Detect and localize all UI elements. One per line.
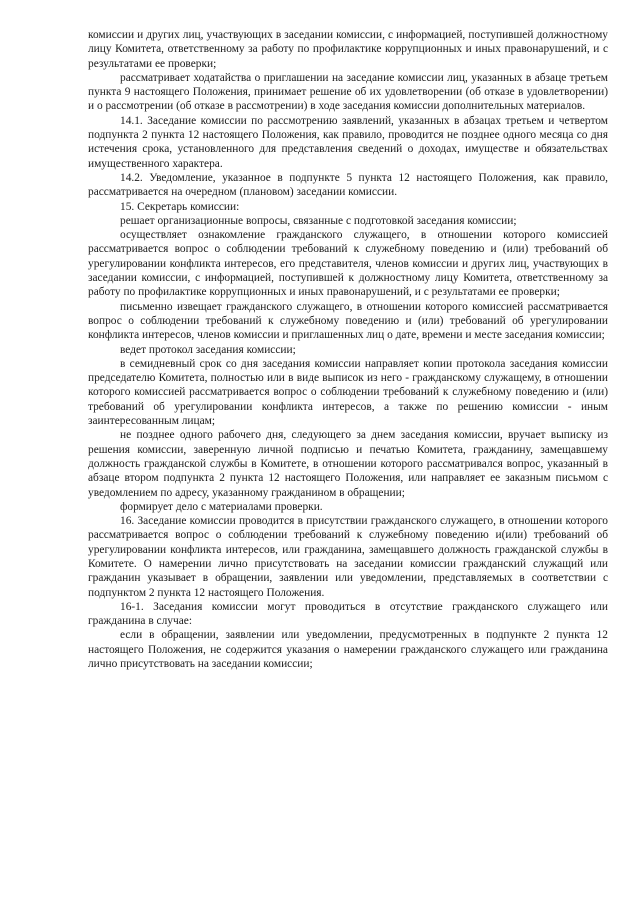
paragraph-14-1: 14.1. Заседание комиссии по рассмотрению заявлений, указанных в абзацах третьем и четвертом подпункта 2 пункта 12 настоящего Положения, как правило, проводится не позднее одного месяца со дня истечения срока, установленного для представления сведений о доходах, имуществе и обязательствах имущественного характера. [88,114,608,170]
paragraph-written-notice: письменно извещает гражданского служащего, в отношении которого комиссией рассматривается вопрос о соблюдении требований к служебному поведению и (или) требований об урегулировании конфликта интересов, членов комиссии и приглашенных лиц о дате, времени и месте заседания комиссии; [88,300,608,342]
paragraph-15-heading: 15. Секретарь комиссии: [120,200,240,213]
paragraph-seven-day-copies: в семидневный срок со дня заседания комиссии направляет копии протокола заседания комиссии председателю Комитета, полностью или в виде выписок из него - гражданскому служащему, в отношении которого комиссией рассматривается вопрос о соблюдении требований к служебному поведению и (или) требований об урегулировании конфликта интересов, а также по решению комиссии - иным заинтересованным лицам; [88,357,608,428]
paragraph-petitions: рассматривает ходатайства о приглашении на заседание комиссии лиц, указанных в абзаце третьем пункта 9 настоящего Положения, принимает решение об их удовлетворении (об отказе в удовлетворении) и о рассмотрении (об отказе в рассмотрении) в ходе заседания комиссии дополнительных материалов. [88,71,608,113]
paragraph-extract-delivery: не позднее одного рабочего дня, следующего за днем заседания комиссии, вручает выписку из решения комиссии, заверенную личной подписью и печатью Комитета, гражданину, замещавшему должность гражданской службы в Комитете, в отношении которого рассматривался вопрос, указанный в абзаце втором подпункта 2 пункта 12 настоящего Положения, или направляет ее заказным письмом с уведомлением по адресу, указанному гражданином в обращении; [88,429,608,499]
paragraph-case-file: формирует дело с материалами проверки. [120,500,323,513]
paragraph-commission-members-info: комиссии и других лиц, участвующих в заседании комиссии, с информацией, поступившей должностному лицу Комитета, ответственному за работу по профилактике коррупционных и иных правонарушений, и с результатами ее проверки; [88,29,608,70]
paragraph-14-2: 14.2. Уведомление, указанное в подпункте 5 пункта 12 настоящего Положения, как правило, рассматривается на очередном (плановом) заседании комиссии. [88,171,608,199]
paragraph-16-1: 16-1. Заседания комиссии могут проводиться в отсутствие гражданского служащего или гражданина в случае: [88,600,608,628]
paragraph-minutes: ведет протокол заседания комиссии; [120,343,296,356]
paragraph-organizational-issues: решает организационные вопросы, связанные с подготовкой заседания комиссии; [120,214,517,227]
paragraph-familiarization: осуществляет ознакомление гражданского служащего, в отношении которого комиссией рассматривается вопрос о соблюдении требований к служебному поведению и (или) требований об урегулировании конфликта интересов, его представителя, членов комиссии и других лиц, участвующих в заседании комиссии, с информацией, поступившей к должностному лицу Комитета, ответственному за работу по профилактике коррупционных и иных правонарушений, и с результатами ее проверки; [88,229,608,299]
paragraph-16-1-case: если в обращении, заявлении или уведомлении, предусмотренных в подпункте 2 пункта 12 настоящего Положения, не содержится указания о намерении гражданского служащего или гражданина лично присутствовать на заседании комиссии; [88,629,608,671]
document-page [88,28,608,671]
paragraph-16: 16. Заседание комиссии проводится в присутствии гражданского служащего, в отношении которого рассматривается вопрос о соблюдении требований к служебному поведению и(или) требований об урегулировании конфликта интересов, или гражданина, замещавшего должность гражданской службы в Комитете. О намерении лично присутствовать на заседании комиссии гражданский служащий или гражданин указывает в обращении, заявлении или уведомлении, представляемых в соответствии с подпунктом 2 пункта 12 настоящего Положения. [88,515,608,599]
